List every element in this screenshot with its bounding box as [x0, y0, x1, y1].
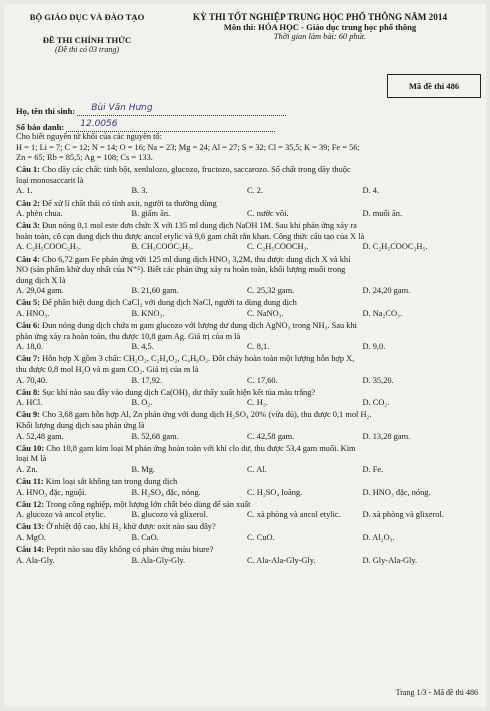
- student-name-label: Họ, tên thí sinh:: [16, 106, 76, 116]
- answer-option[interactable]: B. 3.: [131, 186, 148, 196]
- answer-option[interactable]: B. H₂SO₄ đặc, nóng.: [131, 487, 201, 497]
- question-text: Cho 10,8 gam kim loại M phản ứng hoàn toàn với khí clo dư, thu được 53,4 gam muối. Kim: [46, 443, 356, 453]
- question-text: Cho dãy các chất: tinh bột, xenlulozo, glucozo, fructozo, saccarozo. Số chất trong dãy thuộc: [42, 165, 351, 175]
- page-count-note: (Đề thi có 03 trang): [55, 45, 119, 54]
- answer-option[interactable]: A. Zn.: [16, 464, 38, 474]
- answer-option[interactable]: D. HNO₃ đặc, nóng.: [362, 487, 431, 497]
- answer-option[interactable]: D. Fe.: [362, 464, 384, 474]
- answer-options: [16, 510, 478, 521]
- question-number: Câu 14:: [16, 544, 45, 554]
- answer-option[interactable]: A. Ala-Gly.: [16, 555, 55, 565]
- exam-content: [16, 132, 478, 566]
- question-text-line: [16, 388, 478, 399]
- answer-option[interactable]: D. Al₂O₃.: [362, 532, 395, 542]
- answer-option[interactable]: A. phèn chua.: [16, 209, 63, 219]
- question-text-line: [16, 165, 478, 176]
- answer-option[interactable]: A. HNO₃ đặc, nguội.: [16, 487, 87, 497]
- answer-option[interactable]: D. 9,0.: [362, 342, 386, 352]
- page-footer: Trang 1/3 - Mã đề thi 486: [395, 688, 478, 697]
- answer-option[interactable]: B. 52,68 gam.: [131, 431, 179, 441]
- student-id-label: Số báo danh:: [16, 122, 65, 132]
- question-text: Đun nóng dung dịch chứa m gam glucozo với lượng dư dung dịch AgNO₃ trong NH₃. Sau khi: [42, 321, 357, 331]
- answer-option[interactable]: A. 70,40.: [16, 375, 48, 385]
- official-label: ĐỀ THI CHÍNH THỨC: [42, 35, 132, 45]
- question-3: [16, 221, 478, 253]
- question-text: hoàn toàn, cô cạn dung dịch thu được ancol etylic và 9,6 gam chất rắn khan. Công thức cấu tạo của X là: [16, 231, 365, 241]
- atomic-mass-line: H = 1; Li = 7; C = 12; N = 14; O = 16; Na = 23; Mg = 24; Al = 27; S = 32; Cl = 35,5; K = 39; Fe = 56;: [16, 142, 360, 152]
- question-text-line: [16, 500, 478, 511]
- ministry-name: BỘ GIÁO DỤC VÀ ĐÀO TẠO: [29, 12, 145, 22]
- question-text-line: [16, 298, 478, 309]
- question-text: Để phân biệt dung dịch CaCl₂ với dung dịch NaCl, người ta dùng dung dịch: [42, 298, 297, 308]
- question-list: [16, 165, 478, 566]
- answer-option[interactable]: A. 1.: [16, 186, 33, 196]
- question-14: [16, 545, 478, 566]
- student-name-field[interactable]: Bùi Văn Hưng: [77, 103, 286, 116]
- answer-option[interactable]: D. xà phòng và glixerol.: [362, 510, 444, 520]
- question-text: loại monosaccarit là: [16, 175, 84, 185]
- question-text: Sục khí nào sau đây vào dung dịch Ca(OH)₂ dư thấy xuất hiện kết tủa màu trắng?: [42, 387, 316, 397]
- question-text: Peptit nào sau đây không có phản ứng màu biure?: [46, 544, 214, 554]
- answer-option[interactable]: B. 21,60 gam.: [131, 286, 179, 296]
- answer-options: [16, 186, 478, 197]
- question-2: [16, 199, 478, 220]
- question-text: thu được 0,8 mol H₂O và m gam CO₂. Giá trị của m là: [16, 364, 199, 374]
- answer-option[interactable]: B. 17,92.: [131, 375, 163, 385]
- answer-option[interactable]: C. nước vôi.: [247, 209, 289, 219]
- question-text: Đun nóng 0,1 mol este đơn chức X với 135 ml dung dịch NaOH 1M. Sau khi phản ứng xảy ra: [42, 221, 357, 231]
- question-text: Khối lượng dung dịch sau phản ứng là: [16, 420, 145, 430]
- question-1: [16, 165, 478, 197]
- answer-option[interactable]: A. HCl.: [16, 398, 43, 408]
- answer-option[interactable]: D. Gly-Ala-Gly.: [362, 555, 418, 565]
- answer-options: [16, 209, 478, 220]
- question-number: Câu 2:: [16, 198, 40, 208]
- question-text-line: [16, 332, 478, 343]
- answer-option[interactable]: A. 52,48 gam.: [16, 431, 64, 441]
- question-text-line: [16, 365, 478, 376]
- question-7: [16, 354, 478, 386]
- answer-option[interactable]: D. muối ăn.: [362, 209, 403, 219]
- question-number: Câu 7:: [16, 354, 40, 364]
- question-text-line: [16, 232, 478, 243]
- question-9: [16, 410, 478, 442]
- answer-option[interactable]: A. MgO.: [16, 532, 47, 542]
- question-text-line: [16, 255, 478, 266]
- answer-option[interactable]: C. Ala-Ala-Gly-Gly.: [247, 555, 316, 565]
- answer-option[interactable]: C. H₂.: [247, 398, 268, 408]
- exam-subject: Môn thi: HÓA HỌC - Giáo dục trung học phổ thông: [223, 22, 417, 32]
- question-10: [16, 444, 478, 476]
- question-text-line: [16, 199, 478, 210]
- answer-options: [16, 432, 478, 443]
- question-text: dung dịch X là: [16, 275, 66, 285]
- question-number: Câu 1:: [16, 165, 40, 175]
- header-right: [162, 12, 478, 41]
- answer-option[interactable]: C. Al.: [247, 464, 267, 474]
- exam-page: [4, 4, 486, 707]
- question-12: [16, 500, 478, 521]
- question-text: Ở nhiệt độ cao, khí H₂ khử được oxit nào sau đây?: [46, 522, 216, 532]
- answer-option[interactable]: C. 8,1.: [247, 342, 270, 352]
- header-left: [12, 12, 162, 54]
- question-8: [16, 388, 478, 409]
- answer-options: [16, 286, 478, 297]
- question-text-line: [16, 354, 478, 365]
- question-text-line: [16, 522, 478, 533]
- answer-option[interactable]: B. KNO₃.: [131, 309, 165, 318]
- student-name-row: [16, 100, 476, 116]
- question-text-line: [16, 454, 478, 465]
- answer-option[interactable]: B. giấm ăn.: [131, 209, 171, 219]
- question-text: phản ứng xảy ra hoàn toàn, thu được 10,8 gam Ag. Giá trị của m là: [16, 331, 241, 341]
- answer-option[interactable]: D. 4.: [362, 186, 380, 196]
- answer-options: [16, 242, 478, 253]
- answer-option[interactable]: A. C₂H₅COOC₂H₅.: [16, 242, 81, 252]
- answer-option[interactable]: D. C₂H₃COOC₂H₅.: [362, 242, 428, 252]
- question-5: [16, 298, 478, 319]
- answer-option[interactable]: A. glucozo và ancol etylic.: [16, 510, 106, 520]
- question-text: Trong công nghiệp, một lượng lớn chất béo dùng để sản xuất: [46, 499, 251, 509]
- question-number: Câu 8:: [16, 387, 40, 397]
- answer-option[interactable]: C. 42,58 gam.: [247, 431, 295, 441]
- atomic-mass-line: Zn = 65; Rb = 85,5; Ag = 108; Cs = 133.: [16, 153, 153, 163]
- question-number: Câu 10:: [16, 443, 45, 453]
- answer-option[interactable]: C. 17,60.: [247, 375, 278, 385]
- exam-time: Thời gian làm bài: 60 phút.: [273, 32, 367, 41]
- answer-option[interactable]: A. HNO₃.: [16, 309, 50, 318]
- answer-option[interactable]: C. H₂SO₄ loãng.: [247, 487, 303, 497]
- question-text: Kim loại sắt không tan trong dung dịch: [45, 476, 178, 486]
- question-text: loại M là: [16, 454, 47, 464]
- student-id-row: [16, 116, 476, 132]
- answer-option[interactable]: B. glucozo và glixerol.: [131, 510, 209, 520]
- answer-option[interactable]: B. Mg.: [131, 464, 156, 474]
- question-text-line: [16, 410, 478, 421]
- question-number: Câu 13:: [16, 522, 45, 532]
- answer-option[interactable]: B. O₂.: [131, 398, 153, 408]
- answer-option[interactable]: B. CaO.: [131, 532, 159, 542]
- answer-options: [16, 533, 478, 544]
- answer-option[interactable]: B. 4,5.: [131, 342, 154, 352]
- question-11: [16, 477, 478, 498]
- question-number: Câu 4:: [16, 254, 40, 264]
- question-text-line: [16, 545, 478, 556]
- answer-option[interactable]: D. 35,20.: [362, 375, 394, 385]
- answer-options: [16, 309, 478, 320]
- question-text: Để xử lí chất thải có tính axit, người ta thường dùng: [42, 198, 217, 208]
- student-info: [16, 100, 476, 132]
- question-text-line: [16, 176, 478, 187]
- answer-option[interactable]: A. 18,0.: [16, 342, 43, 352]
- question-text-line: [16, 421, 478, 432]
- answer-options: [16, 342, 478, 353]
- question-text: Cho 3,68 gam hỗn hợp Al, Zn phản ứng với dung dịch H₂SO₄ 20% (vừa đủ), thu được 0,1 mol H₂.: [42, 410, 372, 420]
- exam-code-box: Mã đề thi 486: [387, 74, 481, 98]
- answer-option[interactable]: D. 13,28 gam.: [362, 431, 411, 441]
- question-text-line: [16, 477, 478, 488]
- answer-option[interactable]: B. Ala-Gly-Gly.: [131, 555, 186, 565]
- answer-options: [16, 376, 478, 387]
- answer-option[interactable]: C. C₂H₅COOCH₃.: [247, 242, 309, 252]
- question-text-line: [16, 321, 478, 332]
- question-text-line: [16, 265, 478, 276]
- student-id-field[interactable]: 12.0056: [66, 119, 275, 132]
- question-text-line: [16, 221, 478, 232]
- question-4: [16, 255, 478, 297]
- answer-option[interactable]: C. 25,32 gam.: [247, 286, 295, 296]
- question-6: [16, 321, 478, 353]
- answer-options: [16, 465, 478, 476]
- answer-option[interactable]: D. Na₂CO₃.: [362, 309, 403, 318]
- question-number: Câu 11:: [16, 476, 44, 486]
- answer-option[interactable]: B. CH₃COOC₂H₅.: [131, 242, 194, 252]
- question-text: NO (sản phẩm khử duy nhất của N⁺⁵). Biết các phản ứng xảy ra hoàn toàn, khối lượng muối trong: [16, 265, 346, 275]
- exam-header: [12, 12, 478, 58]
- answer-option[interactable]: C. xà phòng và ancol etylic.: [247, 510, 341, 520]
- question-13: [16, 522, 478, 543]
- answer-option[interactable]: D. CO₂.: [362, 398, 390, 408]
- answer-options: [16, 398, 478, 409]
- answer-option[interactable]: C. CuO.: [247, 532, 275, 542]
- atomic-mass-intro: Cho biết nguyên tử khối của các nguyên tố:: [16, 132, 162, 141]
- question-text-line: [16, 276, 478, 287]
- answer-option[interactable]: C. NaNO₃.: [247, 309, 284, 318]
- question-text: Cho 6,72 gam Fe phản ứng với 125 ml dung dịch HNO₃ 3,2M, thu được dung dịch X và khí: [42, 254, 351, 264]
- exam-title: KỲ THI TỐT NGHIỆP TRUNG HỌC PHỔ THÔNG NĂM 2014: [192, 12, 448, 22]
- answer-option[interactable]: D. 24,20 gam.: [362, 286, 411, 296]
- answer-option[interactable]: C. 2.: [247, 186, 264, 196]
- question-number: Câu 6:: [16, 321, 40, 331]
- answer-option[interactable]: A. 29,04 gam.: [16, 286, 64, 296]
- question-number: Câu 12:: [16, 499, 45, 509]
- question-text: Hỗn hợp X gồm 3 chất: CH₂O₂, C₂H₄O₂, C₄H₈O₂. Đốt cháy hoàn toàn một lượng hỗn hợp X,: [42, 354, 355, 364]
- answer-options: [16, 488, 478, 499]
- question-number: Câu 5:: [16, 298, 40, 308]
- answer-options: [16, 556, 478, 567]
- question-number: Câu 3:: [16, 221, 40, 231]
- question-number: Câu 9:: [16, 410, 40, 420]
- question-text-line: [16, 444, 478, 455]
